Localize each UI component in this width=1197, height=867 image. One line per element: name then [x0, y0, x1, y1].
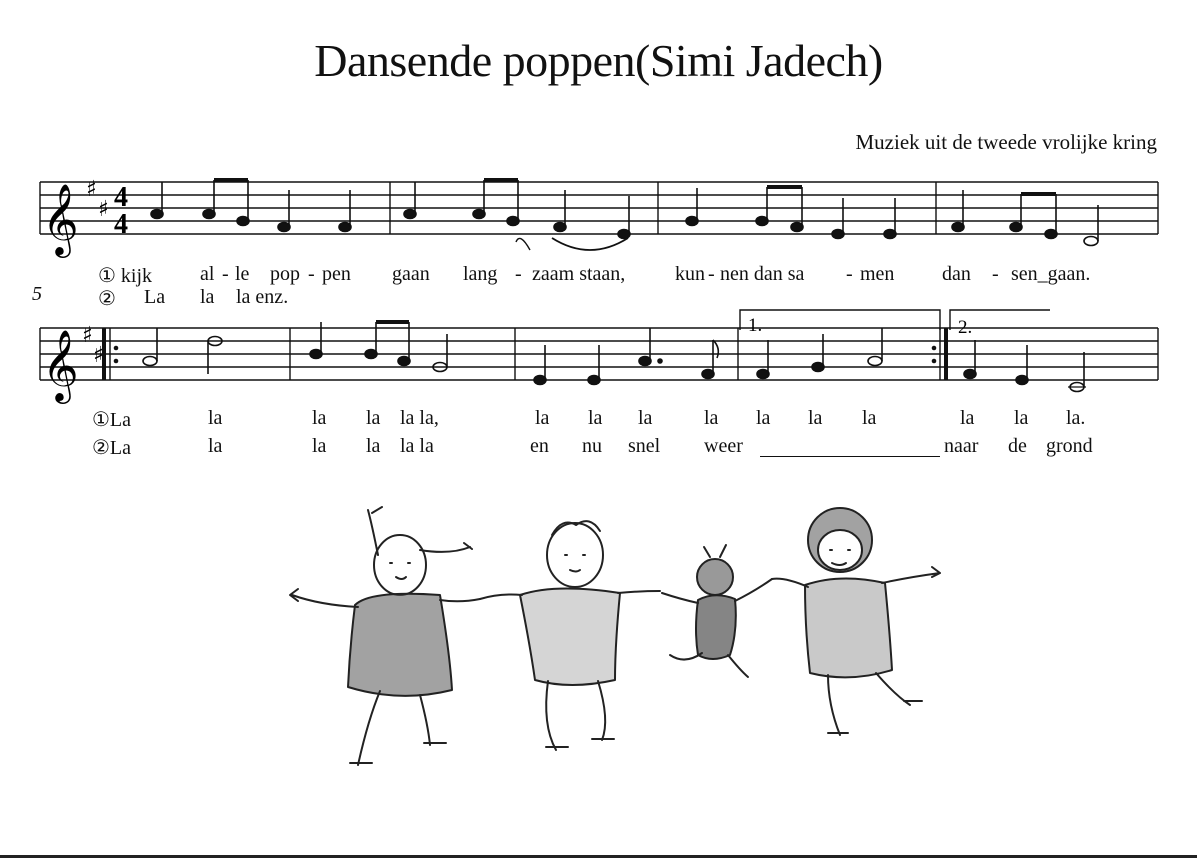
lyric: -: [515, 263, 522, 285]
doll-girl-pigtails: [290, 507, 480, 765]
lyric: la: [366, 407, 381, 429]
doll-girl-curly: [772, 508, 940, 735]
lyric: sen_gaan.: [1011, 263, 1091, 285]
volta-brackets: [740, 310, 1050, 330]
slur: [552, 238, 628, 250]
lyric: lang: [463, 263, 498, 285]
lyric: la enz.: [236, 286, 289, 308]
lyric: la: [1014, 407, 1029, 429]
treble-clef-icon: 𝄞: [42, 328, 79, 401]
slur-arrow: [516, 238, 530, 250]
lyric: -: [846, 263, 853, 285]
lyric: gaan: [392, 263, 430, 285]
music-credit: Muziek uit de tweede vrolijke kring: [855, 130, 1157, 154]
lyric: -: [708, 263, 715, 285]
extender-line: [760, 437, 940, 457]
lyric: la: [756, 407, 771, 429]
lyric: la: [535, 407, 550, 429]
staff-1: [40, 182, 1158, 234]
doll-small: [662, 545, 772, 677]
lyric: la la,: [400, 407, 439, 429]
lyric: la: [588, 407, 603, 429]
lyric: pop: [270, 263, 300, 285]
lyric: dan: [942, 263, 971, 285]
lyric: la: [808, 407, 823, 429]
lyric: zaam staan,: [532, 263, 626, 285]
lyric: -: [222, 263, 229, 285]
notes-line-1: [151, 180, 1098, 246]
lyric: weer: [704, 435, 743, 457]
lyric: al: [200, 263, 215, 285]
sharp-icon: ♯: [86, 177, 97, 202]
lyric: la: [638, 407, 653, 429]
lyric: la: [960, 407, 975, 429]
lyric: la: [704, 407, 719, 429]
lyric: pen: [322, 263, 351, 285]
lyric: -: [992, 263, 999, 285]
lyric: ①La: [92, 409, 132, 431]
lyric: de: [1008, 435, 1027, 457]
page-bottom-border: [0, 855, 1197, 858]
lyric: snel: [628, 435, 661, 457]
lyric: nen dan sa: [720, 263, 805, 285]
measure-number: 5: [32, 283, 42, 305]
time-sig-top: 4: [114, 182, 128, 213]
lyric: la.: [1066, 407, 1086, 429]
sharp-icon: ♯: [98, 197, 109, 222]
lyric: ① kijk: [98, 265, 153, 287]
lyric: la la: [400, 435, 434, 457]
treble-clef-icon: 𝄞: [42, 182, 79, 255]
lyric: la: [862, 407, 877, 429]
lyric: -: [308, 263, 315, 285]
lyric: la: [208, 435, 223, 457]
doll-boy: [480, 521, 660, 750]
lyric: men: [860, 263, 895, 285]
lyric: la: [366, 435, 381, 457]
lyric: nu: [582, 435, 602, 457]
lyric: la: [312, 407, 327, 429]
lyric: ②: [98, 288, 116, 310]
lyric: naar: [944, 435, 979, 457]
lyric: la: [312, 435, 327, 457]
lyric: kun: [675, 263, 705, 285]
volta-2-label: 2.: [958, 317, 973, 338]
sharp-icon: ♯: [93, 343, 104, 368]
lyric: ②La: [92, 437, 132, 459]
volta-1-label: 1.: [748, 315, 763, 336]
song-title: Dansende poppen(Simi Jadech): [314, 35, 883, 86]
lyric: le: [235, 263, 250, 285]
lyric: grond: [1046, 435, 1093, 457]
time-sig-bottom: 4: [114, 209, 128, 240]
lyric: La: [144, 286, 166, 308]
lyric: la: [208, 407, 223, 429]
lyric: la: [200, 286, 215, 308]
lyric: en: [530, 435, 549, 457]
dancing-dolls-illustration: [280, 495, 960, 795]
sharp-icon: ♯: [82, 323, 93, 348]
